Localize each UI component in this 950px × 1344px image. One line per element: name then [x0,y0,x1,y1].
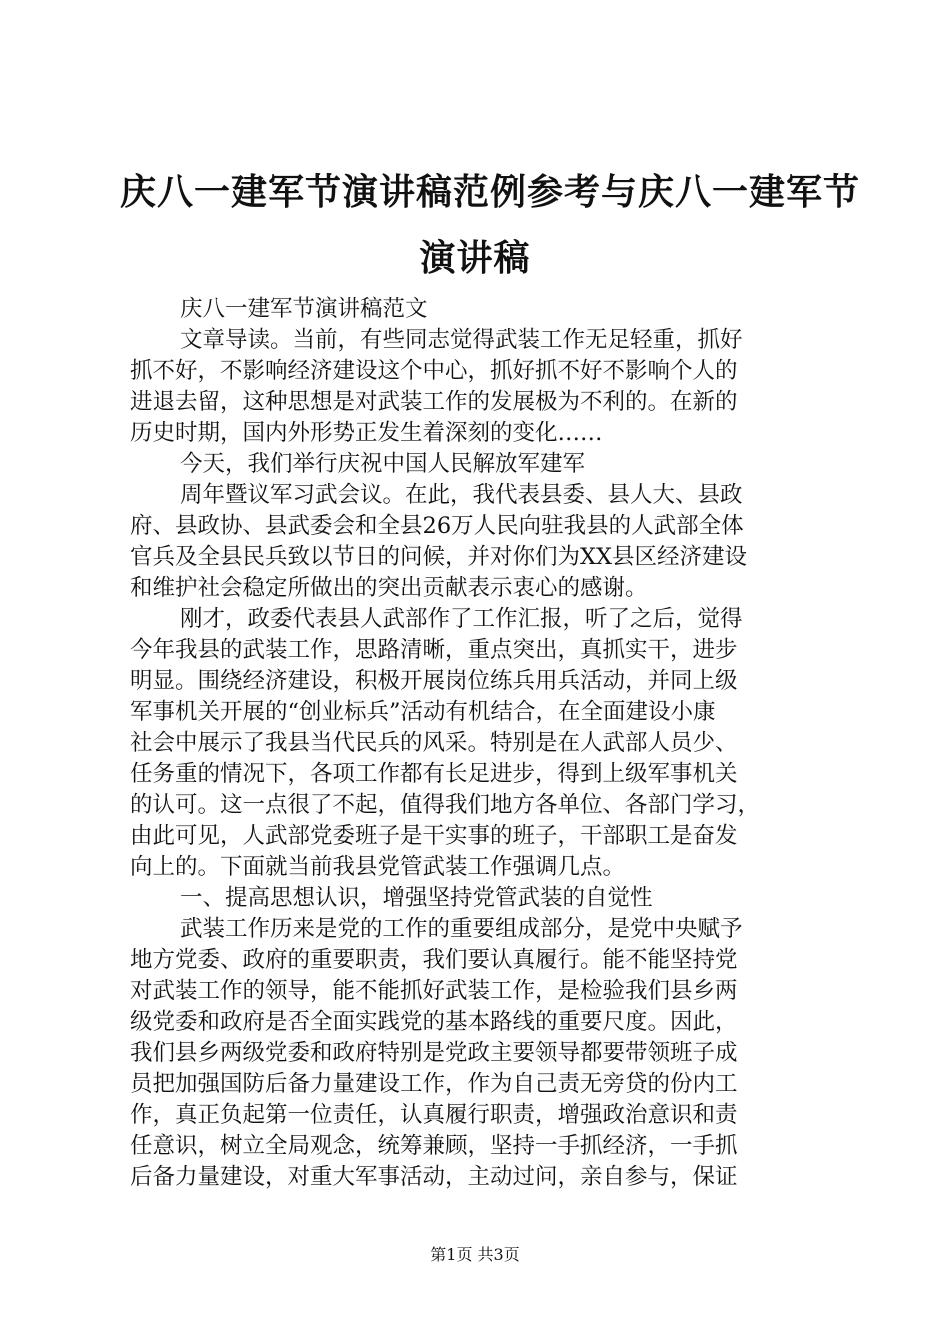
text-line: 级党委和政府是否全面实践党的基本路线的重要尺度。因此， [130,1009,738,1035]
text-line: 抓不好，不影响经济建设这个中心，抓好抓不好不影响个人的 [130,358,738,384]
document-title [120,160,861,292]
text-line: 我们县乡两级党委和政府特别是党政主要领导都要带领班子成 [130,1040,738,1066]
title-line-1: 庆八一建军节演讲稿范例参考与庆八一建军节 [120,172,861,213]
text-line: 后备力量建设，对重大军事活动，主动过问，亲自参与，保证 [130,1164,738,1190]
paragraph-heading: 庆八一建军节演讲稿范文 [180,296,428,322]
text-line: 向上的。下面就当前我县党管武装工作强调几点。 [130,854,626,880]
text-line: 今年我县的武装工作，思路清晰，重点突出，真抓实干，进步 [130,637,738,663]
text-line: 今天，我们举行庆祝中国人民解放军建军 [180,451,586,477]
text-line: 刚才，政委代表县人武部作了工作汇报，听了之后，觉得 [180,606,743,632]
text-line: 文章导读。当前，有些同志觉得武装工作无足轻重，抓好 [180,327,743,353]
text-line: 和维护社会稳定所做出的突出贡献表示衷心的感谢。 [130,575,648,601]
text-line: 武装工作历来是党的工作的重要组成部分，是党中央赋予 [180,916,743,942]
text-line: 地方党委、政府的重要职责，我们要认真履行。能不能坚持党 [130,947,738,973]
text-line: 府、县政协、县武委会和全县26万人民向驻我县的人武部全体 [130,513,744,539]
text-line: 任意识，树立全局观念，统筹兼顾，坚持一手抓经济，一手抓 [130,1133,738,1159]
text-line: 由此可见，人武部党委班子是干实事的班子，干部职工是奋发 [130,823,738,849]
text-line: 进退去留，这种思想是对武装工作的发展极为不利的。在新的 [130,389,738,415]
text-line: 任务重的情况下，各项工作都有长足进步，得到上级军事机关 [130,761,738,787]
title-line-2: 演讲稿 [419,238,531,279]
text-line: 的认可。这一点很了不起，值得我们地方各单位、各部门学习， [130,792,761,818]
text-line: 军事机关开展的“创业标兵”活动有机结合，在全面建设小康 [130,699,716,725]
text-line: 社会中展示了我县当代民兵的风采。特别是在人武部人员少、 [130,730,738,756]
section-heading: 一、提高思想认识，增强坚持党管武装的自觉性 [180,885,653,911]
text-line: 作，真正负起第一位责任，认真履行职责，增强政治意识和责 [130,1102,738,1128]
text-line: 官兵及全县民兵致以节日的问候，并对你们为XX县区经济建设 [130,544,748,570]
text-line: 员把加强国防后备力量建设工作，作为自己责无旁贷的份内工 [130,1071,738,1097]
text-line: 周年暨议军习武会议。在此，我代表县委、县人大、县政 [180,482,743,508]
text-line: 历史时期，国内外形势正发生着深刻的变化…… [130,420,603,446]
page-number-footer: 第1页 共3页 [430,1245,520,1264]
text-line: 明显。围绕经济建设，积极开展岗位练兵用兵活动，并同上级 [130,668,738,694]
document-body [130,294,830,1193]
text-line: 对武装工作的领导，能不能抓好武装工作，是检验我们县乡两 [130,978,738,1004]
